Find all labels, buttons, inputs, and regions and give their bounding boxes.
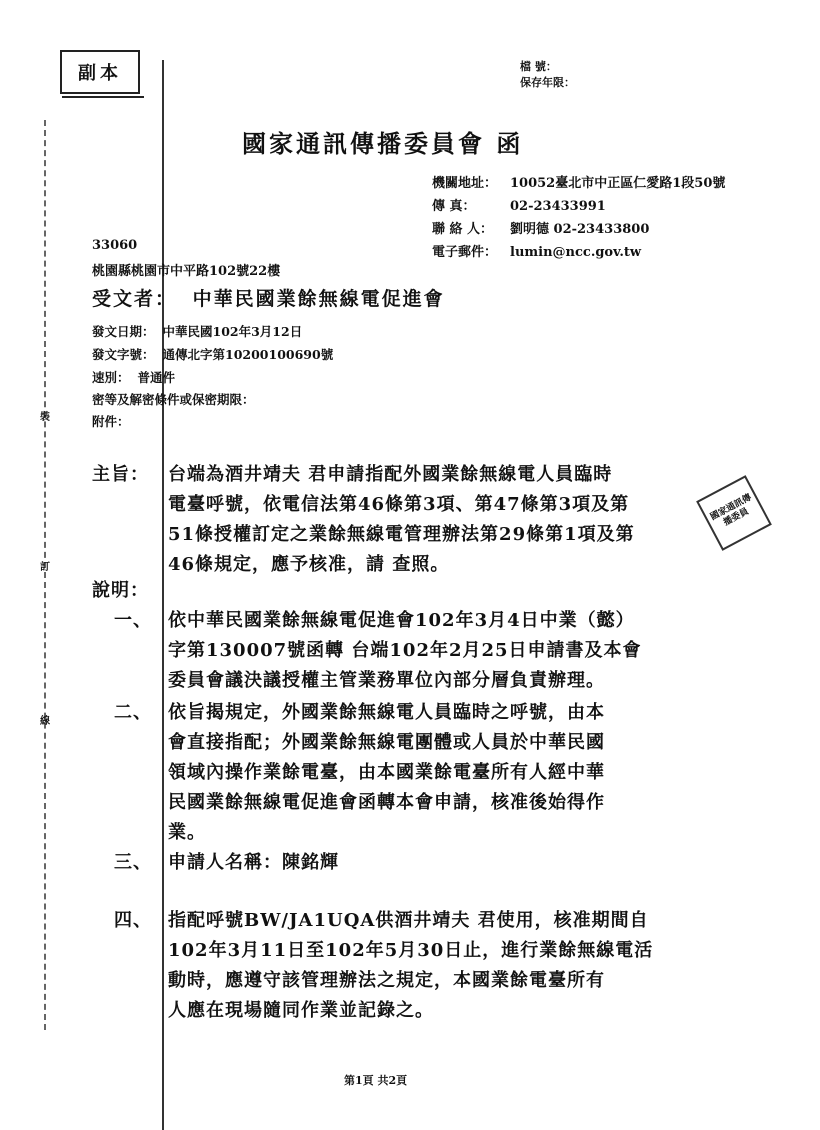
meta-secret [92, 390, 255, 408]
contact-email-value: lumin@ncc.gov.tw [510, 245, 642, 260]
meta-date-value: 中華民國102年3月12日 [162, 324, 303, 339]
subject-label: 主旨： [92, 464, 149, 485]
meta-date-label: 發文日期： [92, 324, 155, 339]
meta-speed-label: 速別： [92, 370, 130, 385]
contact-email-label: 電子郵件： [432, 245, 498, 260]
binding-dotted-line [44, 120, 46, 1030]
copy-label: 副本 [78, 63, 122, 84]
explanation-item-number: 二、 [114, 702, 152, 723]
subject-line: 台端為酒井靖夫 君申請指配外國業餘無線電人員臨時 [168, 464, 613, 485]
recipient [92, 284, 445, 311]
contact-fax [432, 195, 606, 214]
explanation-item-line: 民國業餘無線電促進會函轉本會申請，核准後始得作 [168, 792, 605, 813]
contact-fax-value: 02-23433991 [510, 199, 606, 214]
binding-mark-xian: 線 [40, 716, 50, 727]
explanation-item-number: 一、 [114, 610, 152, 631]
subject-line: 46條規定，應予核准，請 查照。 [168, 554, 450, 575]
contact-person [432, 218, 649, 237]
margin-rule [162, 60, 164, 1130]
archive-file-no: 檔 號： [520, 60, 557, 73]
explanation-item-line: 依中華民國業餘無線電促進會102年3月4日中業（懿） [168, 610, 635, 631]
meta-speed-value: 普通件 [137, 370, 176, 385]
document-title: 國家通訊傳播委員會 函 [242, 129, 524, 158]
explanation-item-line: 依旨揭規定，外國業餘無線電人員臨時之呼號，由本 [168, 702, 605, 723]
recipient-name: 中華民國業餘無線電促進會 [192, 288, 445, 310]
contact-person-value: 劉明德 02-23433800 [510, 222, 650, 237]
subject-line: 51條授權訂定之業餘無線電管理辦法第29條第1項及第 [168, 524, 635, 545]
archive-retention: 保存年限： [520, 76, 575, 89]
receiver-postcode: 33060 [92, 238, 138, 253]
contact-address-value: 10052臺北市中正區仁愛路1段50號 [510, 176, 726, 191]
explanation-item-line: 會直接指配；外國業餘無線電團體或人員於中華民國 [168, 732, 605, 753]
contact-person-label: 聯 絡 人： [432, 222, 494, 237]
explanation-item-line: 動時，應遵守該管理辦法之規定，本國業餘電臺所有 [168, 970, 605, 991]
meta-doc-no [92, 345, 333, 363]
binding-mark-zhuang: 裝 [40, 412, 50, 423]
meta-attachment-label: 附件： [92, 414, 130, 429]
explanation-item-line: 領域內操作業餘電臺，由本國業餘電臺所有人經中華 [168, 762, 605, 783]
explanation-item-number: 四、 [114, 910, 152, 931]
explanation-item-line: 指配呼號BW/JA1UQA供酒井靖夫 君使用，核准期間自 [168, 910, 649, 931]
meta-attachment [92, 412, 130, 430]
explanation-item-line: 申請人名稱：陳銘輝 [168, 852, 339, 873]
contact-email [432, 241, 641, 260]
binding-mark-ding: 訂 [40, 562, 50, 573]
copy-label-box [60, 50, 140, 94]
recipient-label: 受文者： [92, 288, 177, 310]
meta-doc-no-value: 通傳北字第10200100690號 [162, 347, 334, 362]
receiver-address: 桃園縣桃園市中平路102號22樓 [92, 264, 281, 279]
meta-doc-no-label: 發文字號： [92, 347, 155, 362]
meta-date [92, 322, 302, 340]
subject-line: 電臺呼號，依電信法第46條第3項、第47條第3項及第 [168, 494, 630, 515]
explanation-item-number: 三、 [114, 852, 152, 873]
explanation-item-line: 委員會議決議授權主管業務單位內部分層負責辦理。 [168, 670, 605, 691]
stamp-text: 國家通訊傳播委員 [708, 492, 754, 529]
contact-fax-label: 傳 真： [432, 199, 476, 214]
explanation-item-line: 102年3月11日至102年5月30日止，進行業餘無線電活 [168, 940, 654, 961]
contact-address [432, 172, 725, 191]
seal-stamp [696, 475, 772, 551]
meta-speed [92, 368, 175, 386]
page-number: 第1頁 共2頁 [344, 1074, 408, 1087]
explanation-label: 說明： [92, 580, 149, 601]
contact-address-label: 機關地址： [432, 176, 498, 191]
meta-secret-label: 密等及解密條件或保密期限： [92, 392, 255, 407]
explanation-item-line: 業。 [168, 822, 206, 843]
explanation-item-line: 人應在現場隨同作業並記錄之。 [168, 1000, 434, 1021]
explanation-item-line: 字第130007號函轉 台端102年2月25日申請書及本會 [168, 640, 642, 661]
